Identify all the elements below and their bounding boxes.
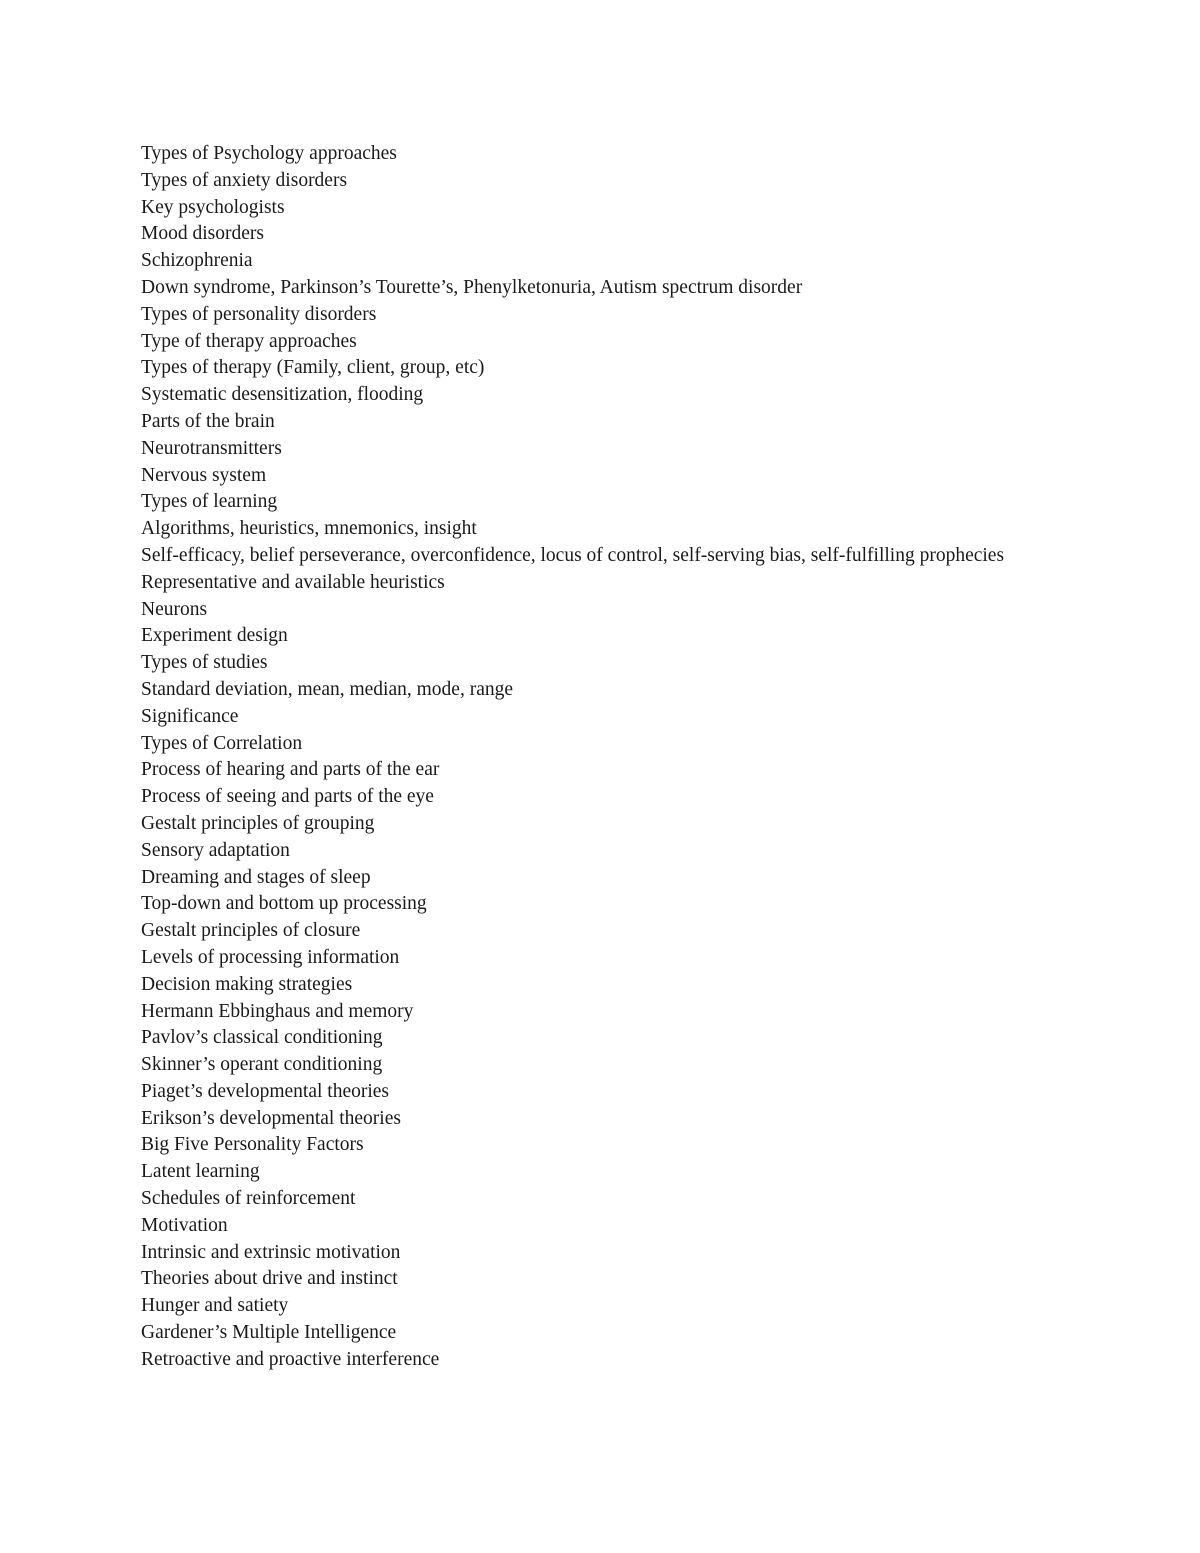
list-item: Gestalt principles of closure <box>141 920 361 942</box>
list-item: Types of therapy (Family, client, group, etc) <box>141 357 485 379</box>
list-item: Algorithms, heuristics, mnemonics, insight <box>141 518 477 540</box>
list-item: Neurons <box>141 598 208 620</box>
list-item: Big Five Personality Factors <box>141 1134 364 1156</box>
list-item: Motivation <box>141 1214 228 1236</box>
list-item: Standard deviation, mean, median, mode, range <box>141 678 514 700</box>
list-item: Types of Correlation <box>141 732 303 754</box>
list-item: Schedules of reinforcement <box>141 1188 356 1210</box>
list-item: Intrinsic and extrinsic motivation <box>141 1241 401 1263</box>
list-item: Erikson’s developmental theories <box>141 1107 401 1129</box>
list-item: Parts of the brain <box>141 410 275 432</box>
list-item: Process of hearing and parts of the ear <box>141 759 440 781</box>
list-item: Mood disorders <box>141 223 264 245</box>
list-item: Down syndrome, Parkinson’s Tourette’s, Phenylketonuria, Autism spectrum disorder <box>141 276 803 298</box>
list-item: Key psychologists <box>141 196 285 218</box>
list-item: Piaget’s developmental theories <box>141 1080 390 1102</box>
list-item: Levels of processing information <box>141 946 400 968</box>
list-item: Neurotransmitters <box>141 437 282 459</box>
list-item: Hunger and satiety <box>141 1295 289 1317</box>
list-item: Decision making strategies <box>141 973 353 995</box>
list-item: Retroactive and proactive interference <box>141 1348 440 1370</box>
list-item: Experiment design <box>141 625 288 647</box>
list-item: Schizophrenia <box>141 250 253 272</box>
list-item: Types of Psychology approaches <box>141 143 397 164</box>
list-item: Top-down and bottom up processing <box>141 893 427 915</box>
list-item: Gestalt principles of grouping <box>141 812 375 834</box>
list-item: Types of anxiety disorders <box>141 169 348 191</box>
list-item: Representative and available heuristics <box>141 571 445 593</box>
list-item: Self-efficacy, belief perseverance, overconfidence, locus of control, self-serving bias, self-fulfilling prophecies <box>141 544 1005 566</box>
list-item: Gardener’s Multiple Intelligence <box>141 1322 397 1344</box>
list-item: Pavlov’s classical conditioning <box>141 1027 383 1049</box>
list-item: Latent learning <box>141 1161 260 1183</box>
list-item: Significance <box>141 705 239 727</box>
list-item: Types of learning <box>141 491 278 513</box>
topic-list <box>141 141 1021 1374</box>
list-item: Theories about drive and instinct <box>141 1268 398 1290</box>
list-item: Type of therapy approaches <box>141 330 357 352</box>
list-item: Skinner’s operant conditioning <box>141 1054 383 1076</box>
list-item: Sensory adaptation <box>141 839 290 861</box>
list-item: Types of studies <box>141 652 268 674</box>
list-item: Process of seeing and parts of the eye <box>141 786 434 808</box>
list-item: Types of personality disorders <box>141 303 377 325</box>
list-item: Systematic desensitization, flooding <box>141 384 424 406</box>
list-item: Dreaming and stages of sleep <box>141 866 371 888</box>
list-item: Nervous system <box>141 464 267 486</box>
list-item: Hermann Ebbinghaus and memory <box>141 1000 414 1022</box>
